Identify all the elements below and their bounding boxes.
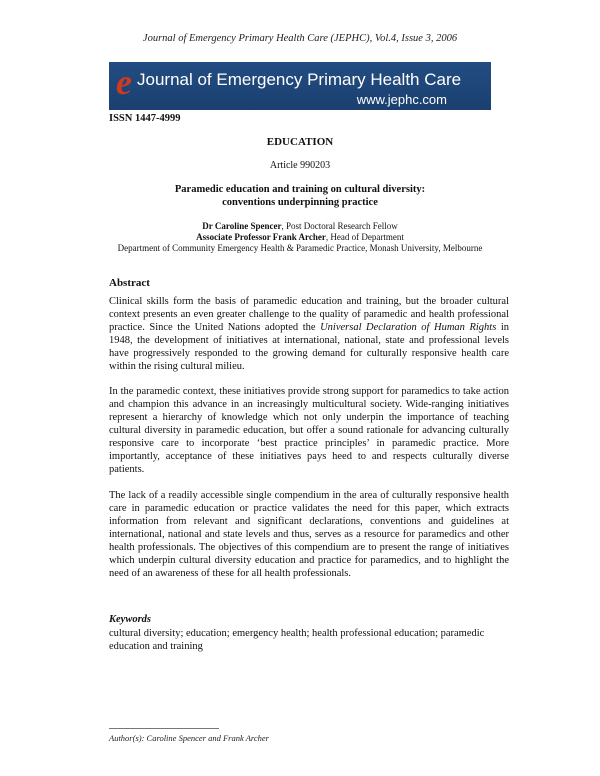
author-2-role: , Head of Department: [325, 232, 404, 242]
article-title-line-1: Paramedic education and training on cultural diversity:: [174, 184, 426, 195]
abstract-p1-italic: Universal Declaration of Human Rights: [320, 322, 497, 333]
author-2-name: Associate Professor Frank Archer: [196, 232, 326, 242]
issn: ISSN 1447-4999: [109, 113, 181, 124]
footer-authors: Author(s): Caroline Spencer and Frank Archer: [109, 733, 269, 743]
keywords-heading: Keywords: [109, 614, 151, 625]
journal-url[interactable]: www.jephc.com: [356, 92, 447, 107]
author-1: [80, 221, 520, 232]
keywords-text: cultural diversity; education; emergency health; health professional education; paramedic education and training: [109, 628, 485, 652]
abstract-p1-part-a: Clinical skills form the basis of paramedic education and training, but the broader cultural context presents an even greater challenge to the quality of paramedic and health professional practice. Since the United Nations adopted the: [109, 296, 509, 333]
section-heading: EDUCATION: [266, 136, 334, 148]
article-title: [100, 183, 500, 209]
author-2: [80, 232, 520, 243]
article-number: Article 990203: [269, 160, 331, 171]
author-block: [80, 221, 520, 254]
article-title-line-2: conventions underpinning practice: [222, 197, 378, 208]
journal-logo-e: e: [116, 62, 132, 102]
affiliation: Department of Community Emergency Health & Paramedic Practice, Monash University, Melbourne: [117, 243, 483, 253]
abstract-paragraph-2: In the paramedic context, these initiatives provide strong support for paramedics to take action and champion this advance in an increasingly multicultural society. Wide-ranging initiatives represent a hierarchy of knowledge which not only underpin the importance of teaching cultural diversity in paramedic education, but offer a sound rationale for advancing culturally responsive care to incorporate ‘best practice principles’ in paramedic practice. More importantly, acceptance of these initiatives pays heed to and respects culturally diverse patients.: [109, 386, 509, 475]
journal-banner[interactable]: [109, 62, 491, 110]
journal-banner-title: Journal of Emergency Primary Health Care: [137, 70, 462, 89]
abstract-paragraph-1: [109, 295, 509, 373]
author-1-name: Dr Caroline Spencer: [202, 221, 282, 231]
abstract-paragraph-3: The lack of a readily accessible single compendium in the area of culturally responsive health care in paramedic education or practice validates the need for this paper, which extracts information from relevant and significant declarations, conventions and guidelines at international, national and state levels and thus, serves as a resource for paramedics and other health professionals. The objectives of this compendium are to present the range of initiatives which underpin cultural diversity education and practice for paramedics, and to highlight the need of an awareness of these for all health professionals.: [109, 490, 509, 579]
abstract-heading: Abstract: [109, 277, 150, 289]
author-1-role: , Post Doctoral Research Fellow: [281, 221, 398, 231]
footer-divider: [109, 728, 219, 729]
running-header: Journal of Emergency Primary Health Care (JEPHC), Vol.4, Issue 3, 2006: [142, 33, 458, 44]
abstract-p1-part-b: in 1948, the development of initiatives at international, national, state and professional levels have progressively responded to the growing demand for culturally responsive health care within the rising cultural milieu.: [109, 322, 510, 372]
